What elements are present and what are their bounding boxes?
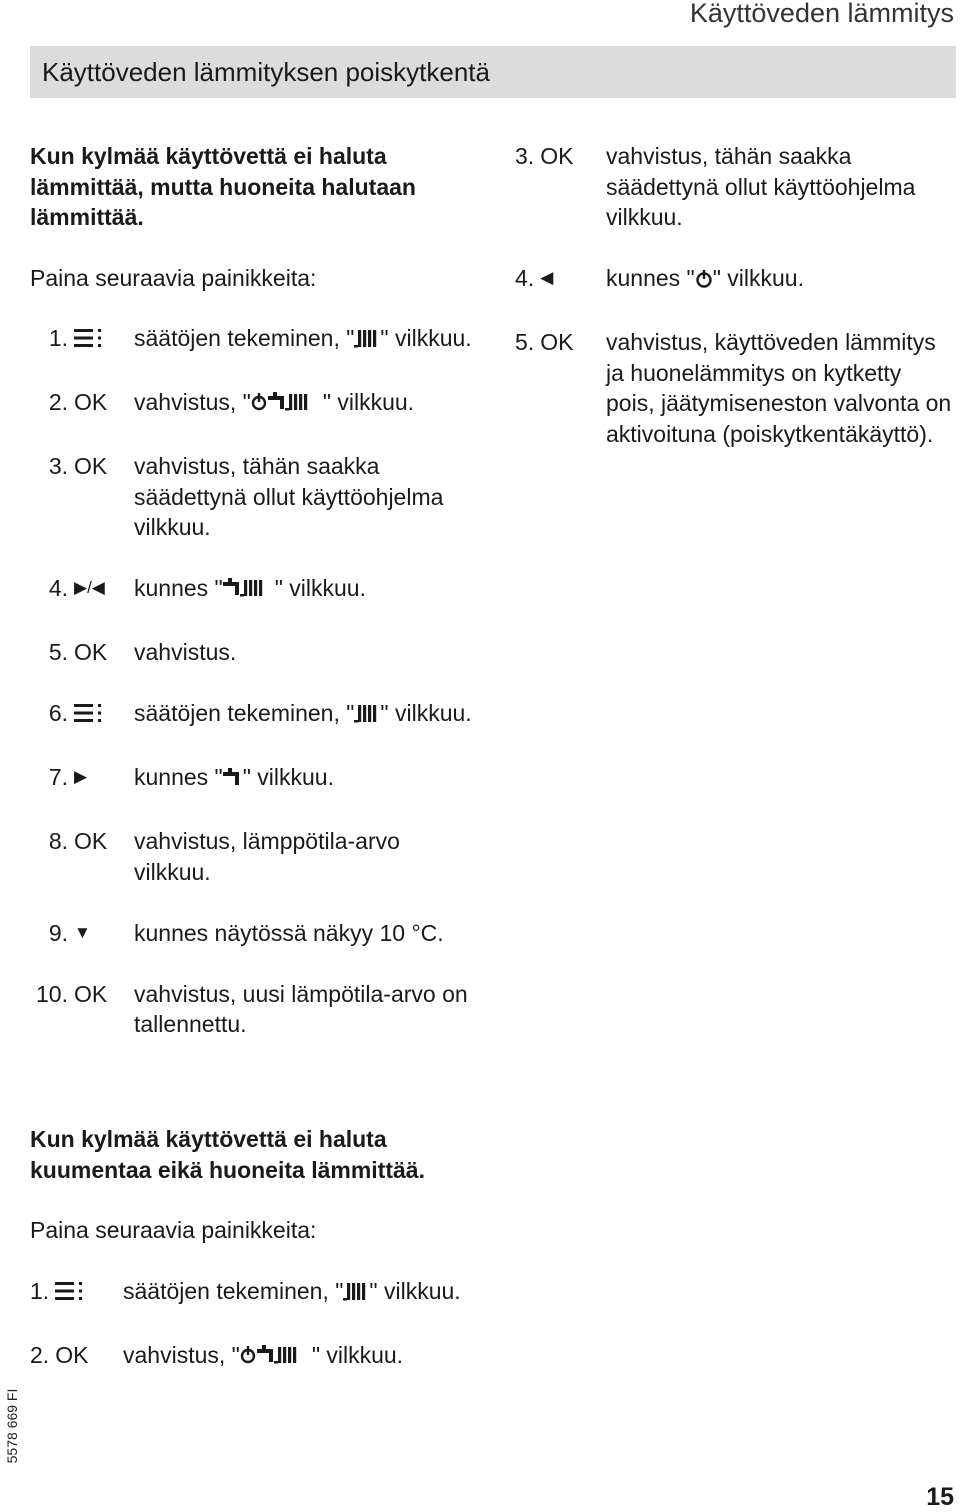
ok-key: OK xyxy=(74,980,108,1007)
part2-start xyxy=(30,1124,480,1404)
step-text-tail: " vilkkuu. xyxy=(274,575,366,601)
section-title: Käyttöveden lämmityksen poiskytkentä xyxy=(42,57,490,87)
step-item xyxy=(30,698,480,732)
step-text: vahvistus, uusi lämpötila-arvo on tallennettu. xyxy=(134,980,468,1037)
step-item xyxy=(30,387,480,421)
step-number: 9. xyxy=(48,919,68,946)
step-text: vahvistus, tähän saakka säädettynä ollut käyttöohjelma vilkkuu. xyxy=(134,453,444,540)
step-item xyxy=(30,573,480,607)
part1-steps xyxy=(30,323,480,1040)
step-item xyxy=(30,1340,480,1374)
step-number: 1. xyxy=(30,1277,50,1304)
step-text-tail: " vilkkuu. xyxy=(322,389,415,415)
step-text: vahvistus. xyxy=(134,639,237,665)
step-number: 3. xyxy=(48,453,68,479)
step-number: 5. xyxy=(48,639,68,665)
step-text: säätöjen tekeminen, " xyxy=(134,700,355,726)
standby-icon xyxy=(695,266,713,297)
standby-tap-radiator-icon xyxy=(240,1343,312,1374)
right-column xyxy=(515,141,955,480)
part2-intro: Kun kylmää käyttövettä ei haluta kuumentaa eikä huoneita lämmittää. xyxy=(30,1126,425,1183)
step-number: 2. xyxy=(48,389,68,415)
tap-radiator-icon xyxy=(223,576,275,607)
down-arrow-key: ▼ xyxy=(74,922,91,942)
ok-key: OK xyxy=(74,639,108,665)
step-text: vahvistus, käyttöveden lämmitys ja huonelämmitys on kytketty pois, jäätymiseneston valvonta on aktivoituna (poiskytkentäkäyttö). xyxy=(606,329,952,447)
radiator-icon xyxy=(354,326,380,357)
step-number: 4. xyxy=(48,575,68,601)
running-header: Käyttöveden lämmitys xyxy=(689,0,954,28)
tap-icon xyxy=(223,765,243,796)
step-item xyxy=(515,141,955,233)
step-item xyxy=(30,323,480,357)
step-number: 8. xyxy=(48,828,68,854)
step-text: säätöjen tekeminen, " xyxy=(134,325,355,351)
step-text-tail: " vilkkuu. xyxy=(380,700,472,726)
step-item xyxy=(30,762,480,796)
step-text: säätöjen tekeminen, " xyxy=(123,1277,344,1304)
part1-intro: Kun kylmää käyttövettä ei haluta lämmittää, mutta huoneita halutaan lämmittää. xyxy=(30,143,416,230)
step-item xyxy=(30,1276,480,1310)
ok-key: OK xyxy=(74,828,108,854)
right-left-arrow-keys: ▶/◀ xyxy=(74,578,105,597)
step-text-tail: " vilkkuu. xyxy=(242,764,334,790)
step-text: kunnes " xyxy=(134,764,223,790)
radiator-icon xyxy=(354,701,380,732)
step-text-tail: " vilkkuu. xyxy=(311,1341,404,1368)
document-code: 5578 669 FI xyxy=(4,1388,20,1464)
step-number: 3. xyxy=(515,143,535,169)
step-text: kunnes " xyxy=(606,265,695,291)
step-text: vahvistus, " xyxy=(134,389,251,415)
step-text-tail: " vilkkuu. xyxy=(712,265,804,291)
step-text: vahvistus, tähän saakka säädettynä ollut käyttöohjelma vilkkuu. xyxy=(606,143,916,230)
step-number: 5. xyxy=(515,329,535,355)
left-column xyxy=(30,141,480,1070)
step-item xyxy=(30,918,480,949)
step-number: 10. xyxy=(36,980,68,1007)
left-arrow-key: ◀ xyxy=(540,268,554,287)
menu-key-icon xyxy=(74,698,104,729)
part1-instruction: Paina seuraavia painikkeita: xyxy=(30,264,317,291)
step-number: 1. xyxy=(48,325,68,351)
step-item xyxy=(30,451,480,543)
step-item xyxy=(30,979,480,1040)
ok-key: OK xyxy=(540,143,574,169)
step-number: 6. xyxy=(48,700,68,726)
standby-tap-radiator-icon xyxy=(251,390,323,421)
ok-key: OK xyxy=(55,1341,89,1368)
ok-key: OK xyxy=(74,389,108,415)
part2-steps-left xyxy=(30,1276,480,1374)
step-item xyxy=(30,637,480,668)
menu-key-icon xyxy=(55,1276,85,1307)
page-number: 15 xyxy=(926,1483,954,1511)
step-number: 4. xyxy=(515,265,535,291)
part2-instruction: Paina seuraavia painikkeita: xyxy=(30,1217,317,1243)
step-number: 7. xyxy=(48,764,68,790)
step-item xyxy=(515,263,955,297)
ok-key: OK xyxy=(540,329,574,355)
right-arrow-key: ▶ xyxy=(74,767,88,786)
step-text: kunnes näytössä näkyy 10 °C. xyxy=(134,919,444,946)
step-number: 2. xyxy=(30,1341,50,1368)
section-heading-bar xyxy=(30,46,956,98)
step-text: vahvistus, " xyxy=(123,1341,240,1368)
ok-key: OK xyxy=(74,453,108,479)
step-text: vahvistus, lämppötila-arvo vilkkuu. xyxy=(134,828,400,885)
step-text-tail: " vilkkuu. xyxy=(380,325,472,351)
step-text: kunnes " xyxy=(134,575,223,601)
menu-key-icon xyxy=(74,323,104,354)
step-text-tail: " vilkkuu. xyxy=(369,1277,461,1304)
radiator-icon xyxy=(343,1279,369,1310)
step-item xyxy=(30,826,480,887)
step-item xyxy=(515,327,955,449)
